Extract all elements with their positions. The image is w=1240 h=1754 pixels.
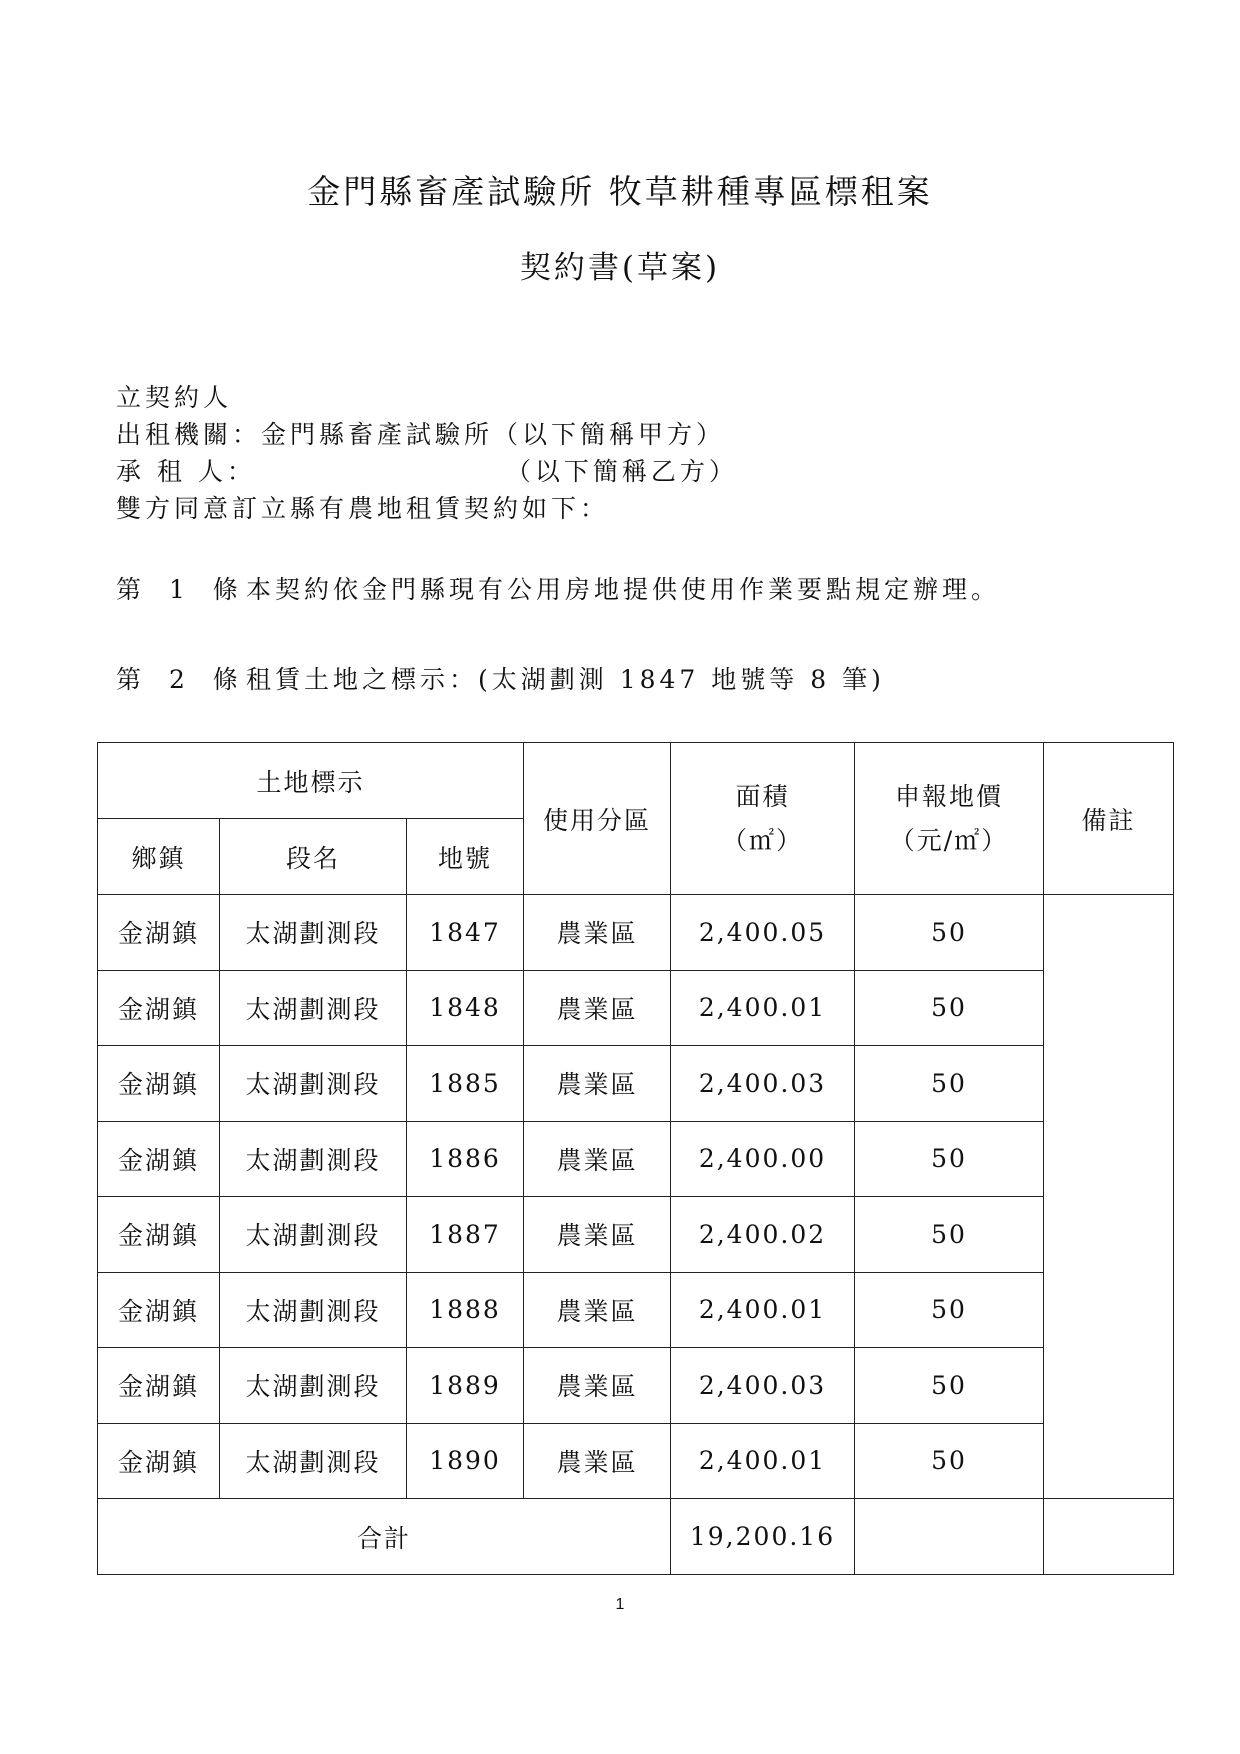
area-header-line1: 面積	[735, 781, 790, 811]
total-label: 合計	[98, 1499, 671, 1575]
township-cell: 金湖鎮	[98, 970, 220, 1046]
lot-cell: 1847	[407, 895, 524, 971]
price-header-line2: （元/㎡）	[889, 825, 1009, 855]
section-cell: 太湖劃測段	[220, 1046, 407, 1122]
area-cell: 2,400.03	[671, 1348, 855, 1424]
lessee-note: （以下簡稱乙方）	[505, 457, 738, 486]
zoning-cell: 農業區	[524, 1046, 671, 1122]
document-subtitle: 契約書(草案)	[519, 250, 721, 286]
table-row	[98, 1197, 1174, 1273]
table-row	[98, 1121, 1174, 1197]
land-table	[97, 742, 1174, 1575]
lessee-line	[116, 452, 738, 488]
township-cell: 金湖鎮	[98, 1423, 220, 1499]
total-area: 19,200.16	[671, 1499, 855, 1575]
lot-header: 地號	[407, 819, 524, 895]
total-row	[98, 1499, 1174, 1575]
article-1-number: 第 1 條	[116, 575, 248, 604]
section-cell: 太湖劃測段	[220, 1197, 407, 1273]
lot-cell: 1890	[407, 1423, 524, 1499]
area-cell: 2,400.01	[671, 1272, 855, 1348]
area-cell: 2,400.01	[671, 1423, 855, 1499]
price-cell: 50	[855, 1423, 1044, 1499]
table-row	[98, 970, 1174, 1046]
township-cell: 金湖鎮	[98, 1272, 220, 1348]
price-header	[855, 743, 1044, 895]
area-cell: 2,400.01	[671, 970, 855, 1046]
section-cell: 太湖劃測段	[220, 895, 407, 971]
lessor-label: 出租機關：	[116, 420, 262, 449]
agreement-line: 雙方同意訂立縣有農地租賃契約如下：	[116, 494, 610, 523]
land-label-header: 土地標示	[98, 743, 524, 819]
header-row-1	[98, 743, 1174, 819]
article-1	[116, 570, 1000, 606]
area-cell: 2,400.05	[671, 895, 855, 971]
article-2	[116, 660, 885, 696]
section-cell: 太湖劃測段	[220, 1272, 407, 1348]
township-cell: 金湖鎮	[98, 1121, 220, 1197]
section-cell: 太湖劃測段	[220, 1348, 407, 1424]
lot-cell: 1888	[407, 1272, 524, 1348]
total-price-cell	[855, 1499, 1044, 1575]
lessor-name: 金門縣畜產試驗所（以下簡稱甲方）	[261, 420, 726, 449]
table-row	[98, 1423, 1174, 1499]
lot-cell: 1848	[407, 970, 524, 1046]
section-cell: 太湖劃測段	[220, 1423, 407, 1499]
area-cell: 2,400.02	[671, 1197, 855, 1273]
section-header: 段名	[220, 819, 407, 895]
parties-heading: 立契約人	[116, 383, 233, 412]
lot-cell: 1886	[407, 1121, 524, 1197]
table-row	[98, 1272, 1174, 1348]
table-row	[98, 895, 1174, 971]
zoning-cell: 農業區	[524, 1121, 671, 1197]
price-header-line1: 申報地價	[894, 781, 1003, 811]
total-remarks-cell	[1044, 1499, 1174, 1575]
remarks-cell	[1044, 895, 1174, 1499]
page-number: 1	[615, 1596, 625, 1613]
lessee-label: 承 租 人：	[116, 457, 256, 486]
zoning-cell: 農業區	[524, 1348, 671, 1424]
zoning-cell: 農業區	[524, 1272, 671, 1348]
zoning-cell: 農業區	[524, 1423, 671, 1499]
price-cell: 50	[855, 970, 1044, 1046]
table-row	[98, 1046, 1174, 1122]
section-cell: 太湖劃測段	[220, 1121, 407, 1197]
township-cell: 金湖鎮	[98, 895, 220, 971]
lot-cell: 1889	[407, 1348, 524, 1424]
article-2-text: 租賃土地之標示：(太湖劃測 1847 地號等 8 筆)	[246, 665, 885, 694]
zoning-cell: 農業區	[524, 1197, 671, 1273]
document-title: 金門縣畜產試驗所 牧草耕種專區標租案	[307, 172, 933, 211]
price-cell: 50	[855, 1121, 1044, 1197]
price-cell: 50	[855, 895, 1044, 971]
township-cell: 金湖鎮	[98, 1348, 220, 1424]
table-row	[98, 1348, 1174, 1424]
lot-cell: 1887	[407, 1197, 524, 1273]
remarks-header: 備註	[1044, 743, 1174, 895]
article-1-text: 本契約依金門縣現有公用房地提供使用作業要點規定辦理。	[246, 575, 1001, 604]
price-cell: 50	[855, 1197, 1044, 1273]
area-header-line2: （㎡）	[721, 825, 803, 855]
zoning-cell: 農業區	[524, 970, 671, 1046]
lot-cell: 1885	[407, 1046, 524, 1122]
area-cell: 2,400.00	[671, 1121, 855, 1197]
article-2-number: 第 2 條	[116, 665, 248, 694]
lessor-line	[116, 415, 725, 451]
price-cell: 50	[855, 1272, 1044, 1348]
area-header	[671, 743, 855, 895]
township-cell: 金湖鎮	[98, 1046, 220, 1122]
zoning-cell: 農業區	[524, 895, 671, 971]
price-cell: 50	[855, 1348, 1044, 1424]
township-cell: 金湖鎮	[98, 1197, 220, 1273]
section-cell: 太湖劃測段	[220, 970, 407, 1046]
township-header: 鄉鎮	[98, 819, 220, 895]
zoning-header: 使用分區	[524, 743, 671, 895]
price-cell: 50	[855, 1046, 1044, 1122]
area-cell: 2,400.03	[671, 1046, 855, 1122]
